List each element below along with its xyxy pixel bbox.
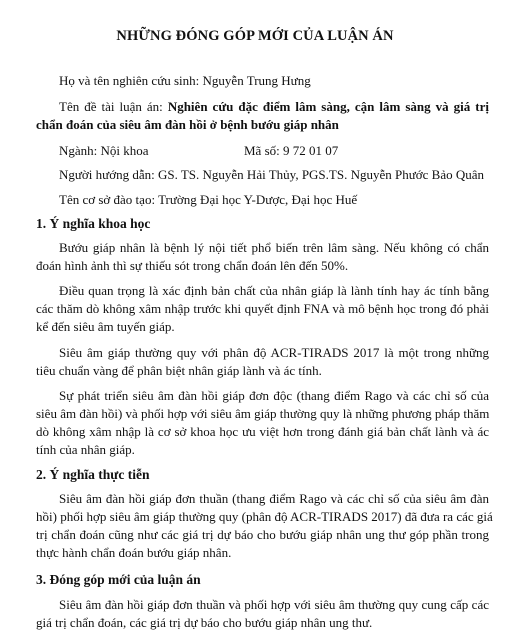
- section1-p3-line1: Siêu âm giáp thường quy với phân độ ACR-TIRADS 2017 là một trong những: [59, 345, 489, 360]
- section1-p2-line3: kể đến siêu âm tuyến giáp.: [36, 319, 175, 334]
- section1-p2-line2: các thăm dò không xâm nhập trước khi quyết định FNA và mô bệnh học trong đó phải: [36, 301, 489, 316]
- section1-p1-line1: Bướu giáp nhân là bệnh lý nội tiết phổ biến trên lâm sàng. Nếu không có chẩn: [59, 240, 489, 255]
- major-label: Ngành: Nội khoa: [59, 143, 149, 158]
- section3-heading: 3. Đóng góp mới của luận án: [36, 572, 201, 587]
- section2-heading: 2. Ý nghĩa thực tiễn: [36, 467, 150, 482]
- section2-p1-line2: hồi) phối hợp siêu âm giáp thường quy (phân độ ACR-TIRADS 2017) đã đưa ra các giá: [36, 509, 493, 524]
- major-code: Mã số: 9 72 01 07: [244, 143, 339, 158]
- section1-p4-line2: siêu âm đàn hồi) và phối hợp với siêu âm giáp thường quy là những phương pháp thăm: [36, 406, 490, 421]
- section1-p3-line2: tiêu chuẩn vàng để phân biệt nhân giáp lành và ác tính.: [36, 363, 322, 378]
- document-title: NHỮNG ĐÓNG GÓP MỚI CỦA LUẬN ÁN: [116, 28, 394, 44]
- student-label: Họ và tên nghiên cứu sinh:: [59, 73, 203, 88]
- section3-p1-line1: Siêu âm đàn hồi giáp đơn thuần và phối hợp với siêu âm thường quy cung cấp các: [59, 597, 489, 612]
- institution-line: Tên cơ sở đào tạo: Trường Đại học Y-Dược, Đại học Huế: [59, 192, 358, 207]
- student-line: [59, 73, 311, 89]
- section2-p1-line1: Siêu âm đàn hồi giáp đơn thuần (thang điểm Rago và các chỉ số của siêu âm đàn: [59, 491, 489, 506]
- topic-label: Tên đề tài luận án:: [59, 99, 168, 114]
- section1-p2-line1: Điều quan trọng là xác định bản chất của nhân giáp là lành tính hay ác tính bằng: [59, 283, 489, 298]
- section1-p4-line4: tính của nhân giáp.: [36, 442, 135, 457]
- student-name: Nguyễn Trung Hưng: [202, 73, 311, 88]
- section3-p1-line2: giá trị chẩn đoán, các giá trị dự báo cho bướu giáp nhân ung thư.: [36, 615, 373, 630]
- section1-p4-line1: Sự phát triển siêu âm đàn hồi giáp đơn độc (thang điểm Rago và các chỉ số của: [59, 388, 489, 403]
- topic-title-part1: Nghiên cứu đặc điểm lâm sàng, cận lâm sàng và giá trị: [167, 99, 489, 114]
- section1-p4-line3: dò không xâm nhập là cơ sở khoa học ưu việt hơn trong đánh giá bản chất lành và ác: [36, 424, 489, 439]
- supervisors-line: Người hướng dẫn: GS. TS. Nguyễn Hải Thủy, PGS.TS. Nguyễn Phước Bảo Quân: [59, 167, 485, 182]
- section2-p1-line3: trị chẩn đoán cũng như các giá trị dự báo cho bướu giáp nhân ung thư góp phần trong: [36, 527, 489, 542]
- topic-line: [59, 99, 489, 115]
- section1-p1-line2: đoán hình ảnh thì sự thiếu sót trong chẩn đoán lên đến 50%.: [36, 258, 349, 273]
- section1-heading: 1. Ý nghĩa khoa học: [36, 216, 151, 231]
- section2-p1-line4: thực hành chẩn đoán bướu giáp nhân.: [36, 545, 232, 560]
- topic-title-part2: chẩn đoán của siêu âm đàn hồi ở bệnh bướu giáp nhân: [36, 117, 339, 132]
